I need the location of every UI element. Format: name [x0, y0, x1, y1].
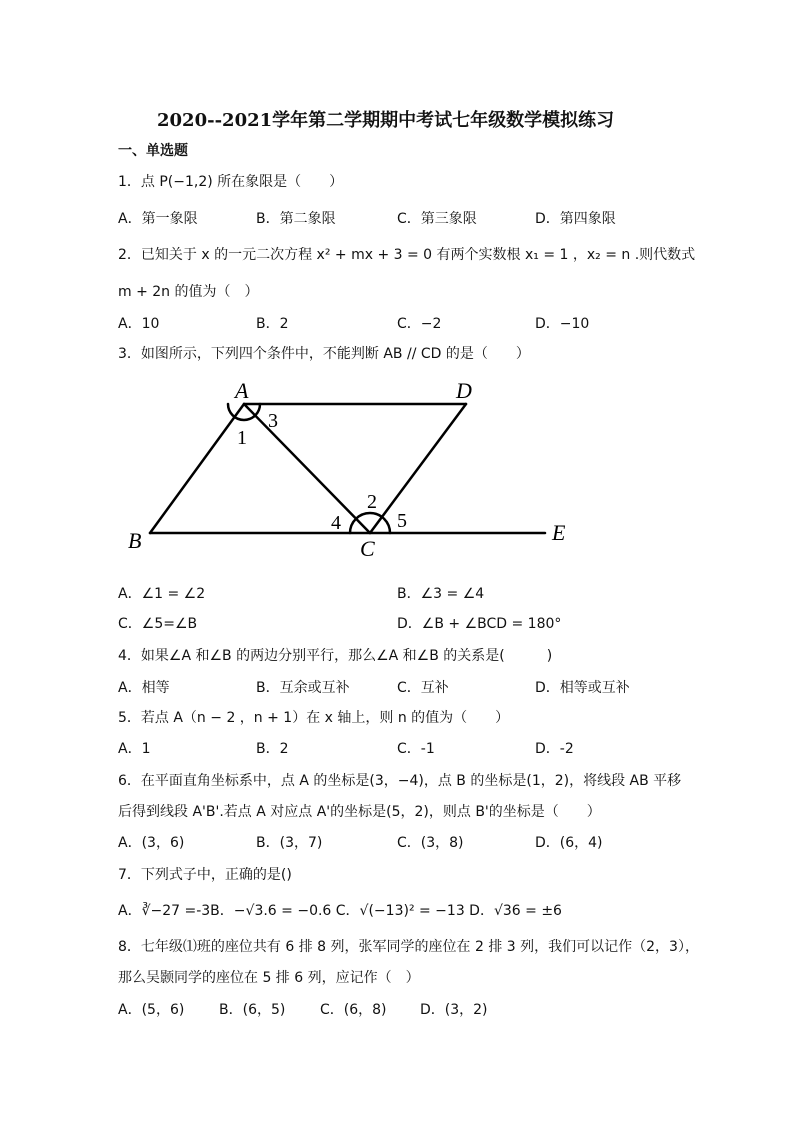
q5-option-a: A．1: [118, 741, 151, 757]
q1-option-a: A．第一象限: [118, 211, 198, 227]
q6-option-a: A．(3，6): [118, 835, 185, 851]
label-a: A: [235, 378, 249, 403]
q3-option-b: B．∠3 = ∠4: [397, 586, 485, 602]
question-3: 3．如图所示，下列四个条件中，不能判断 AB // CD 的是（ ）: [118, 346, 530, 362]
question-5: 5．若点 A（n − 2 ，n + 1）在 x 轴上，则 n 的值为（ ）: [118, 710, 510, 726]
segment-dc: [370, 404, 466, 533]
angle-label-2: 2: [367, 491, 377, 513]
q8-option-a: A．(5，6): [118, 1002, 185, 1018]
q1-option-b: B．第二象限: [256, 211, 336, 227]
question-6-line-1: 6．在平面直角坐标系中，点 A 的坐标是(3，−4)，点 B 的坐标是(1，2)，将线段 AB 平移: [118, 773, 682, 789]
q4-option-c: C．互补: [397, 680, 449, 696]
segment-ab: [150, 404, 244, 533]
page-title: 2020--2021学年第二学期期中考试七年级数学模拟练习: [157, 110, 615, 131]
q1-option-d: D．第四象限: [535, 211, 616, 227]
q3-option-d: D．∠B + ∠BCD = 180°: [397, 616, 562, 632]
q5-option-c: C．-1: [397, 741, 435, 757]
q4-option-a: A．相等: [118, 680, 170, 696]
q2-option-a: A．10: [118, 316, 160, 332]
q4-option-d: D．相等或互补: [535, 680, 630, 696]
label-d: D: [456, 378, 472, 403]
q2-option-d: D．−10: [535, 316, 590, 332]
segment-ac: [244, 404, 370, 533]
label-c: C: [360, 536, 375, 561]
question-2-line-2: m + 2n 的值为（ ）: [118, 284, 259, 300]
question-8-line-1: 8．七年级⑴班的座位共有 6 排 8 列，张军同学的座位在 2 排 3 列，我们可以记作（2，3），: [118, 939, 699, 955]
label-e: E: [552, 520, 566, 545]
q3-option-c: C．∠5=∠B: [118, 616, 198, 632]
q6-option-d: D．(6，4): [535, 835, 603, 851]
q8-option-b: B．(6，5): [219, 1002, 286, 1018]
q5-option-d: D．-2: [535, 741, 574, 757]
q7-options: A．∛−27 =-3B．−√3.6 = −0.6 C．√(−13)² = −13 D．√36 = ±6: [118, 903, 562, 919]
geometry-figure: [120, 372, 580, 568]
question-2-line-1: 2．已知关于 x 的一元二次方程 x² + mx + 3 = 0 有两个实数根 x₁ = 1 ，x₂ = n .则代数式: [118, 247, 696, 263]
q4-option-b: B．互余或互补: [256, 680, 350, 696]
q8-option-c: C．(6，8): [320, 1002, 387, 1018]
angle-label-5: 5: [397, 510, 407, 532]
angle-label-4: 4: [331, 512, 341, 534]
q1-option-c: C．第三象限: [397, 211, 477, 227]
angle-label-3: 3: [268, 410, 278, 432]
question-7: 7．下列式子中，正确的是(): [118, 867, 292, 883]
q6-option-b: B．(3，7): [256, 835, 323, 851]
section-heading: 一、单选题: [118, 143, 188, 159]
q2-option-c: C．−2: [397, 316, 442, 332]
question-4: 4．如果∠A 和∠B 的两边分别平行，那么∠A 和∠B 的关系是( ): [118, 648, 553, 664]
q3-option-a: A．∠1 = ∠2: [118, 586, 206, 602]
question-6-line-2: 后得到线段 A'B'.若点 A 对应点 A'的坐标是(5，2)，则点 B'的坐标是（ ）: [118, 804, 601, 820]
q8-option-d: D．(3，2): [420, 1002, 488, 1018]
label-b: B: [128, 528, 142, 553]
angle-label-1: 1: [237, 427, 247, 449]
question-1: 1．点 P(−1,2) 所在象限是（ ）: [118, 174, 344, 190]
q2-option-b: B．2: [256, 316, 289, 332]
question-8-line-2: 那么吴颢同学的座位在 5 排 6 列，应记作（ ）: [118, 970, 420, 986]
q5-option-b: B．2: [256, 741, 289, 757]
q6-option-c: C．(3，8): [397, 835, 464, 851]
